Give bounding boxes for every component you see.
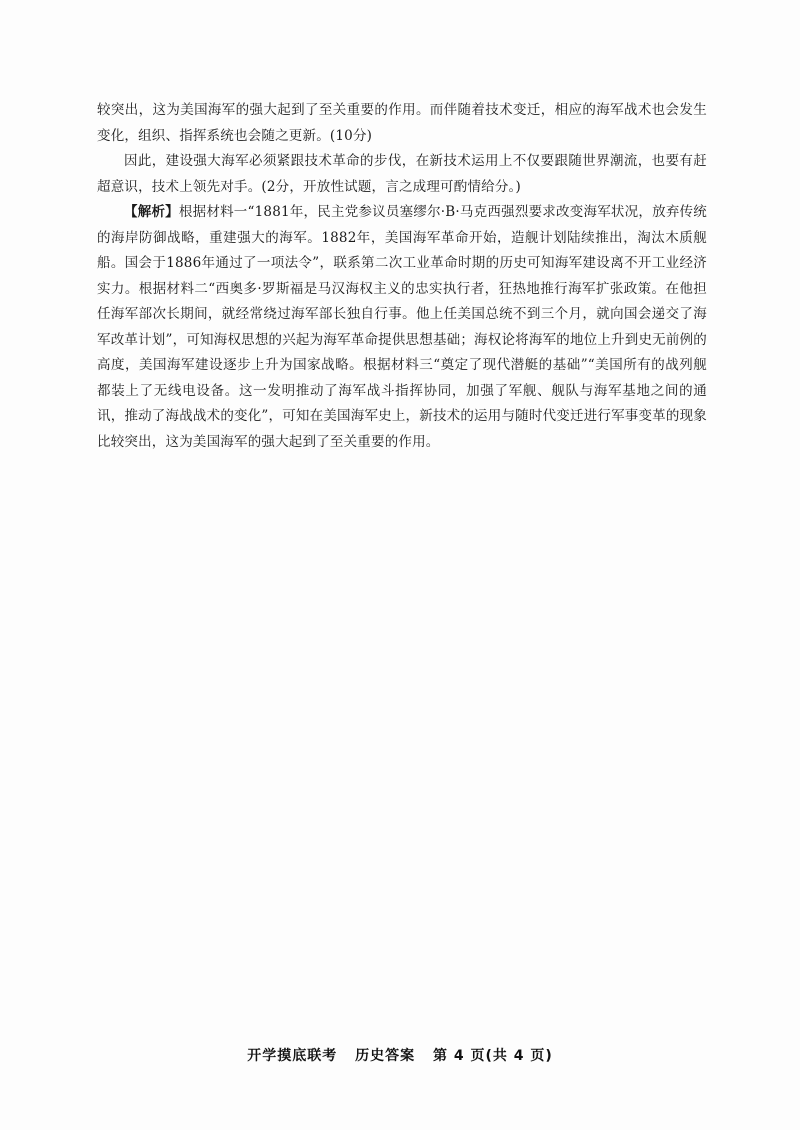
answer-content <box>97 98 707 455</box>
page-footer <box>0 1045 800 1065</box>
footer-subject: 历史答案 <box>355 1048 416 1064</box>
analysis-body: 根据材料一“1881年，民主党参议员塞缪尔·B·马克西强烈要求改变海军状况，放弃传统的海岸防御战略，重建强大的海军。1882年，美国海军革命开始，造舰计划陆续推出，淘汰木质舰船。国会于1886年通过了一项法令”，联系第二次工业革命时期的历史可知海军建设离不开工业经济实力。根据材料二“西奥多·罗斯福是马汉海权主义的忠实执行者，狂热地推行海军扩张政策。在他担任海军部次长期间，就经常绕过海军部长独自行事。他上任美国总统不到三个月，就向国会递交了海军改革计划”，可知海权思想的兴起为海军革命提供思想基础；海权论将海军的地位上升到史无前例的高度，美国海军建设逐步上升为国家战略。根据材料三“奠定了现代潜艇的基础”“美国所有的战列舰都装上了无线电设备。这一发明推动了海军战斗指挥协同，加强了军舰、舰队与海军基地之间的通讯，推动了海战战术的变化”，可知在美国海军史上，新技术的运用与随时代变迁进行军事变革的现象比较突出，这为美国海军的强大起到了至关重要的作用。 <box>97 204 707 450</box>
analysis-label: 【解析】 <box>124 204 179 220</box>
footer-exam-name: 开学摸底联考 <box>247 1048 338 1064</box>
footer-page-number: 第 4 页(共 4 页) <box>432 1048 553 1064</box>
analysis-paragraph <box>97 200 707 455</box>
answer-paragraph-conclusion: 因此，建设强大海军必须紧跟技术革命的步伐，在新技术运用上不仅要跟随世界潮流，也要有赶超意识，技术上领先对手。(2分，开放性试题，言之成理可酌情给分。) <box>97 153 707 195</box>
answer-paragraph-continued: 较突出，这为美国海军的强大起到了至关重要的作用。而伴随着技术变迁，相应的海军战术也会发生变化，组织、指挥系统也会随之更新。(10分) <box>97 102 707 144</box>
